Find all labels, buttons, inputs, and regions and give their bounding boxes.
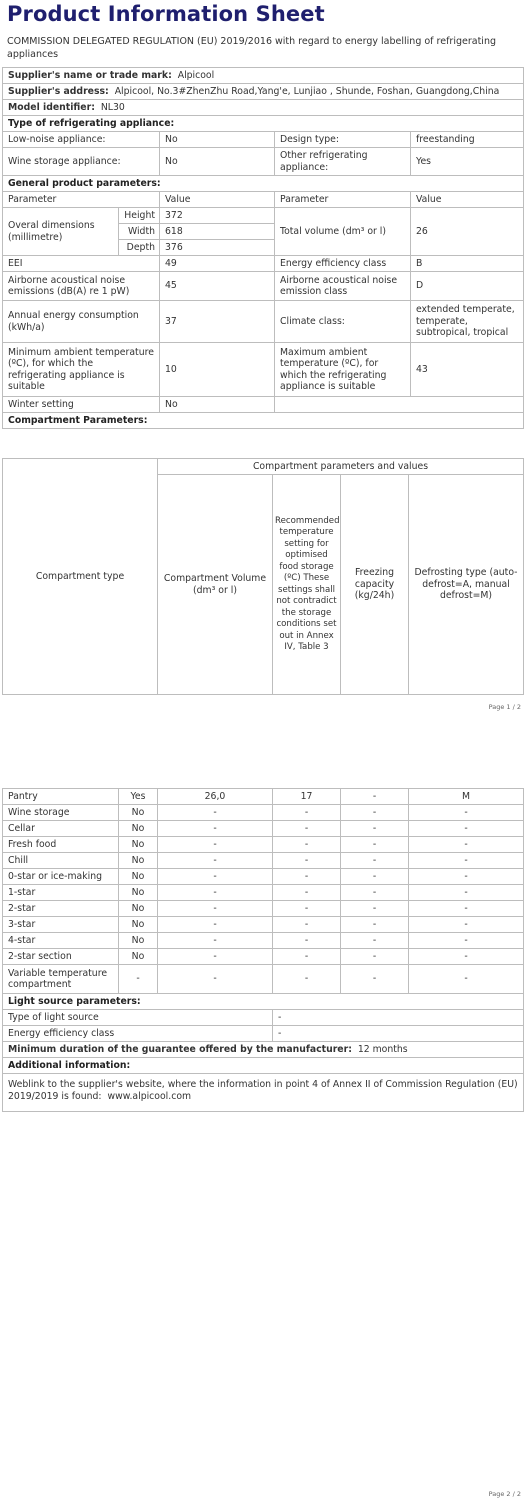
col-parameter-2: Parameter [275,192,411,208]
compartment-type-cell: Pantry [3,789,119,805]
compartment-header-table [2,458,524,695]
noise-class-value: D [411,272,524,301]
compartment-defrost-cell: - [409,837,524,853]
compartment-type-cell: Cellar [3,821,119,837]
compartment-present-cell: No [119,949,158,965]
compartment-defrost-cell: - [409,933,524,949]
energy-class-label: Energy efficiency class [275,256,411,272]
additional-heading: Additional information: [3,1058,524,1074]
min-ambient-label: Minimum ambient temperature (ºC), for which the refrigerating appliance is suitable [3,343,160,397]
compartment-freezing-cell: - [341,853,409,869]
compartment-type-cell: 1-star [3,885,119,901]
total-volume-value: 26 [411,208,524,256]
low-noise-value: No [160,132,275,148]
compartment-temp-cell: - [273,805,341,821]
compartment-type-cell: Variable temperature compartment [3,965,119,994]
winter-setting-value: No [160,397,275,413]
compartment-volume-cell: - [158,917,273,933]
compartment-type-cell: 2-star [3,901,119,917]
compartment-temp-cell: - [273,837,341,853]
col-parameter: Parameter [3,192,160,208]
compartment-temp-cell: - [273,853,341,869]
compartment-volume-cell: - [158,853,273,869]
compartment-group-header: Compartment parameters and values [158,459,524,475]
light-eec-label: Energy efficiency class [3,1026,273,1042]
compartment-row [3,901,524,917]
compartment-volume-cell: - [158,885,273,901]
compartment-defrost-cell: - [409,901,524,917]
type-heading: Type of refrigerating appliance: [3,116,524,132]
compartment-freezing-cell: - [341,949,409,965]
compartment-present-cell: - [119,965,158,994]
eei-value: 49 [160,256,275,272]
compartment-present-cell: No [119,837,158,853]
wine-storage-label: Wine storage appliance: [3,148,160,176]
compartment-row [3,965,524,994]
compartment-type-cell: Wine storage [3,805,119,821]
height-label: Height [119,208,160,224]
climate-class-value: extended temperate, temperate, subtropical, tropical [411,301,524,343]
compartment-row [3,837,524,853]
compartment-temp-cell: - [273,917,341,933]
design-type-label: Design type: [275,132,411,148]
depth-value: 376 [160,240,275,256]
compartment-present-cell: No [119,805,158,821]
col-value-2: Value [411,192,524,208]
empty-cell [275,397,524,413]
compartment-type-cell: 4-star [3,933,119,949]
compartment-type-cell: Chill [3,853,119,869]
light-type-value: - [273,1010,524,1026]
compartment-volume-cell: - [158,821,273,837]
compartment-defrost-cell: - [409,869,524,885]
width-value: 618 [160,224,275,240]
compartment-volume-cell: 26,0 [158,789,273,805]
compartment-freezing-cell: - [341,901,409,917]
dimensions-label: Overal dimensions (millimetre) [3,208,119,256]
compartment-type-cell: 0-star or ice-making [3,869,119,885]
col-defrosting-type: Defrosting type (auto-defrost=A, manual defrost=M) [409,475,524,695]
compartment-freezing-cell: - [341,837,409,853]
compartment-temp-cell: - [273,965,341,994]
compartment-type-cell: Fresh food [3,837,119,853]
noise-emission-label: Airborne acoustical noise emissions (dB(A) re 1 pW) [3,272,160,301]
noise-emission-value: 45 [160,272,275,301]
page-1 [0,0,525,715]
other-appliance-label: Other refrigerating appliance: [275,148,411,176]
supplier-address-row: Supplier's address: Alpicool, No.3#ZhenZhu Road,Yang'e, Lunjiao , Shunde, Foshan, Guangdong,China [3,84,524,100]
compartment-volume-cell: - [158,805,273,821]
compartment-freezing-cell: - [341,917,409,933]
page-number-1: Page 1 / 2 [488,703,521,711]
compartment-present-cell: Yes [119,789,158,805]
compartment-temp-cell: 17 [273,789,341,805]
regulation-text: COMMISSION DELEGATED REGULATION (EU) 2019/2016 with regard to energy labelling of refrigerating appliances [7,36,496,60]
compartment-present-cell: No [119,933,158,949]
noise-class-label: Airborne acoustical noise emission class [275,272,411,301]
compartment-defrost-cell: - [409,821,524,837]
compartment-freezing-cell: - [341,965,409,994]
guarantee-row: Minimum duration of the guarantee offered by the manufacturer: 12 months [3,1042,524,1058]
compartment-volume-cell: - [158,965,273,994]
energy-class-value: B [411,256,524,272]
compartment-volume-cell: - [158,869,273,885]
compartment-temp-cell: - [273,869,341,885]
compartment-defrost-cell: - [409,805,524,821]
annual-energy-label: Annual energy consumption (kWh/a) [3,301,160,343]
annual-energy-value: 37 [160,301,275,343]
compartment-temp-cell: - [273,885,341,901]
compartment-present-cell: No [119,821,158,837]
compartment-freezing-cell: - [341,821,409,837]
col-compartment-volume: Compartment Volume (dm³ or l) [158,475,273,695]
compartment-temp-cell: - [273,901,341,917]
compartment-type-cell: 2-star section [3,949,119,965]
height-value: 372 [160,208,275,224]
compartment-temp-cell: - [273,949,341,965]
climate-class-label: Climate class: [275,301,411,343]
max-ambient-value: 43 [411,343,524,397]
compartment-row [3,949,524,965]
col-compartment-type: Compartment type [3,459,158,695]
page-2 [0,788,525,1500]
compartment-defrost-cell: M [409,789,524,805]
other-appliance-value: Yes [411,148,524,176]
compartment-type-cell: 3-star [3,917,119,933]
compartment-defrost-cell: - [409,885,524,901]
depth-label: Depth [119,240,160,256]
compartment-present-cell: No [119,869,158,885]
compartment-row [3,853,524,869]
compartment-volume-cell: - [158,949,273,965]
min-ambient-value: 10 [160,343,275,397]
compartment-row [3,917,524,933]
winter-setting-label: Winter setting [3,397,160,413]
compartment-freezing-cell: - [341,789,409,805]
col-recommended-temp: Recommended temperature setting for optimised food storage (ºC) These settings shall not contradict the storage conditions set out in Annex IV, Table 3 [273,475,341,695]
light-type-label: Type of light source [3,1010,273,1026]
page-number-2: Page 2 / 2 [488,1490,521,1498]
compartment-defrost-cell: - [409,853,524,869]
max-ambient-label: Maximum ambient temperature (ºC), for which the refrigerating appliance is suitable [275,343,411,397]
col-value: Value [160,192,275,208]
compartment-row [3,869,524,885]
page-title: Product Information Sheet [7,2,325,26]
compartment-volume-cell: - [158,837,273,853]
weblink-row: Weblink to the supplier's website, where the information in point 4 of Annex II of Commission Regulation (EU) 2019/2019 is found: www.alpicool.com [3,1074,524,1112]
compartment-defrost-cell: - [409,917,524,933]
compartment-volume-cell: - [158,933,273,949]
light-heading: Light source parameters: [3,994,524,1010]
wine-storage-value: No [160,148,275,176]
supplier-name-row: Supplier's name or trade mark: Alpicool [3,68,524,84]
compartment-heading: Compartment Parameters: [3,413,524,429]
compartment-present-cell: No [119,885,158,901]
compartment-freezing-cell: - [341,933,409,949]
compartment-temp-cell: - [273,933,341,949]
compartment-defrost-cell: - [409,949,524,965]
compartment-volume-cell: - [158,901,273,917]
compartment-freezing-cell: - [341,885,409,901]
compartment-freezing-cell: - [341,805,409,821]
compartment-row [3,789,524,805]
compartment-row [3,821,524,837]
eei-label: EEI [3,256,160,272]
compartment-row [3,933,524,949]
model-identifier-row: Model identifier: NL30 [3,100,524,116]
compartment-temp-cell: - [273,821,341,837]
general-heading: General product parameters: [3,176,524,192]
compartment-freezing-cell: - [341,869,409,885]
low-noise-label: Low-noise appliance: [3,132,160,148]
weblink[interactable]: www.alpicool.com [107,1090,192,1102]
compartment-row [3,805,524,821]
compartment-present-cell: No [119,853,158,869]
light-eec-value: - [273,1026,524,1042]
compartment-present-cell: No [119,901,158,917]
compartment-row [3,885,524,901]
compartment-values-table [2,788,524,1112]
product-info-table [2,67,524,429]
col-freezing-capacity: Freezing capacity (kg/24h) [341,475,409,695]
compartment-present-cell: No [119,917,158,933]
total-volume-label: Total volume (dm³ or l) [275,208,411,256]
design-type-value: freestanding [411,132,524,148]
compartment-defrost-cell: - [409,965,524,994]
width-label: Width [119,224,160,240]
